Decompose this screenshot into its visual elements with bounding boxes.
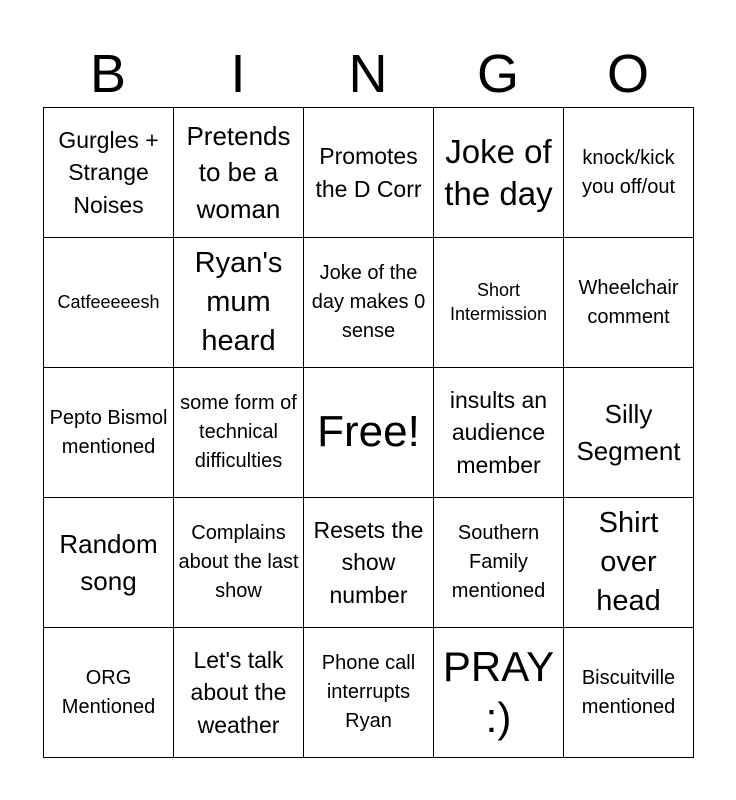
header-letter-n: N xyxy=(348,44,388,104)
cell-text: Biscuitville mentioned xyxy=(581,666,676,718)
bingo-cell-r1-c5[interactable] xyxy=(564,108,694,238)
bingo-cell-r5-c1[interactable] xyxy=(44,628,174,758)
cell-text: Pretends to be a woman xyxy=(186,120,291,224)
bingo-cell-r2-c4[interactable] xyxy=(434,238,564,368)
bingo-cell-r2-c1[interactable] xyxy=(44,238,174,368)
cell-text: Promotes the D Corr xyxy=(315,143,422,202)
bingo-cell-r4-c3[interactable] xyxy=(304,498,434,628)
cell-text: Ryan's mum heard xyxy=(194,246,283,358)
bingo-cell-r4-c5[interactable] xyxy=(564,498,694,628)
cell-text: Short Intermission xyxy=(449,280,548,324)
cell-text: PRAY :) xyxy=(442,643,555,741)
bingo-cell-r2-c5[interactable] xyxy=(564,238,694,368)
cell-text: Shirt over head xyxy=(596,506,661,618)
cell-text: Complains about the last show xyxy=(178,522,299,602)
cell-text: Joke of the day xyxy=(444,133,553,212)
bingo-cell-r5-c2[interactable] xyxy=(174,628,304,758)
header-letter-o: O xyxy=(606,44,649,104)
bingo-cell-r3-c3-free[interactable] xyxy=(304,368,434,498)
cell-text: Catfeeeeesh xyxy=(57,291,160,312)
bingo-cell-r1-c2[interactable] xyxy=(174,108,304,238)
cell-text: knock/kick you off/out xyxy=(581,146,676,198)
bingo-cell-r2-c2[interactable] xyxy=(174,238,304,368)
bingo-cell-r1-c4[interactable] xyxy=(434,108,564,238)
cell-text: Southern Family mentioned xyxy=(451,522,546,602)
bingo-cell-r1-c1[interactable] xyxy=(44,108,174,238)
cell-text: Wheelchair comment xyxy=(578,276,679,328)
cell-text: ORG Mentioned xyxy=(61,666,156,718)
bingo-cell-r4-c4[interactable] xyxy=(434,498,564,628)
header-letter-i: I xyxy=(230,44,246,104)
bingo-cell-r5-c4[interactable] xyxy=(434,628,564,758)
header-letter-b: B xyxy=(89,44,127,104)
bingo-cell-r2-c3[interactable] xyxy=(304,238,434,368)
cell-text: Gurgles + Strange Noises xyxy=(58,127,159,218)
bingo-cell-r1-c3[interactable] xyxy=(304,108,434,238)
bingo-cell-r3-c2[interactable] xyxy=(174,368,304,498)
cell-text: Pepto Bismol mentioned xyxy=(49,406,168,458)
bingo-cell-r4-c2[interactable] xyxy=(174,498,304,628)
bingo-board xyxy=(43,107,694,758)
cell-text: Phone call interrupts Ryan xyxy=(321,652,416,732)
bingo-cell-r5-c3[interactable] xyxy=(304,628,434,758)
bingo-cell-r4-c1[interactable] xyxy=(44,498,174,628)
bingo-cell-r3-c1[interactable] xyxy=(44,368,174,498)
bingo-cell-r3-c4[interactable] xyxy=(434,368,564,498)
cell-text: Joke of the day makes 0 sense xyxy=(311,262,426,342)
cell-text: Let's talk about the weather xyxy=(190,647,287,738)
cell-text: Resets the show number xyxy=(313,517,424,608)
cell-text: insults an audience member xyxy=(449,387,548,478)
cell-text: Silly Segment xyxy=(576,399,681,466)
header-letter-g: G xyxy=(476,44,519,104)
free-space-text: Free! xyxy=(317,407,420,457)
bingo-cell-r5-c5[interactable] xyxy=(564,628,694,758)
bingo-header xyxy=(43,40,693,108)
bingo-cell-r3-c5[interactable] xyxy=(564,368,694,498)
cell-text: Random song xyxy=(59,529,158,596)
cell-text: some form of technical difficulties xyxy=(180,392,297,472)
